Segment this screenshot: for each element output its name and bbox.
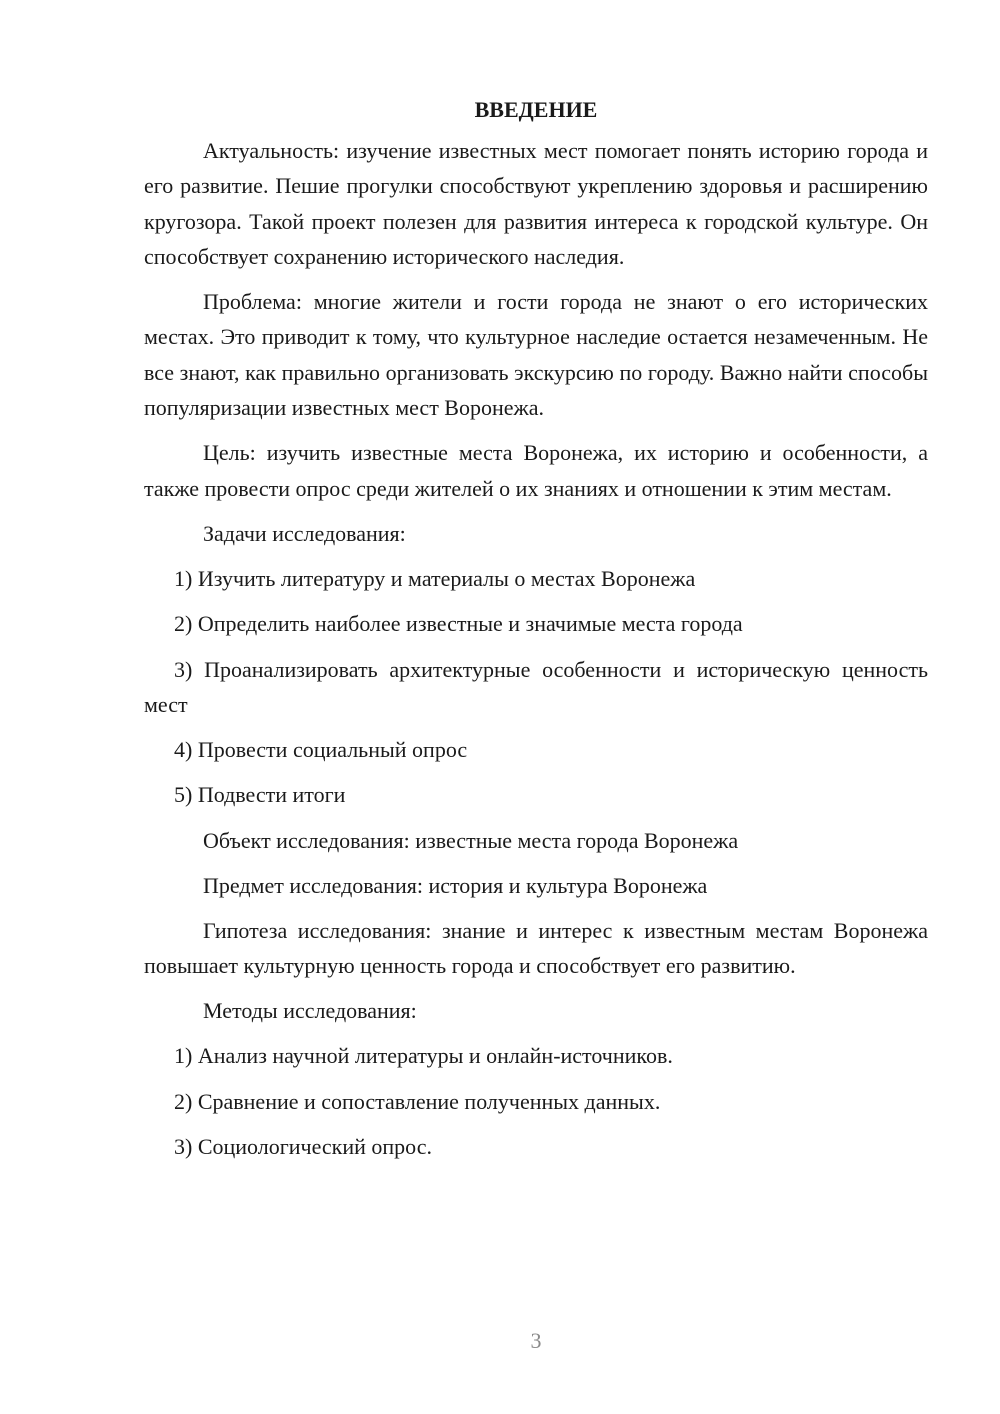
problem-paragraph: Проблема: многие жители и гости города не знают о его исторических местах. Это приводит к тому, что культурное наследие остается незамеченным. Не все знают, как правильно организовать экскурсию по городу. Важно найти способы популяризации известных мест Воронежа.	[144, 289, 928, 421]
task-item: 5) Подвести итоги	[174, 782, 346, 808]
method-item: 2) Сравнение и сопоставление полученных данных.	[174, 1088, 661, 1114]
task-item: 3) Проанализировать архитектурные особенности и историческую ценность мест	[144, 656, 928, 717]
research-object: Объект исследования: известные места города Воронежа	[203, 827, 739, 853]
document-page	[144, 92, 928, 1174]
hypothesis-paragraph: Гипотеза исследования: знание и интерес к известным местам Воронежа повышает культурную ценность города и способствует его развитию.	[144, 917, 928, 979]
page-title: ВВЕДЕНИЕ	[474, 97, 598, 122]
task-item: 2) Определить наиболее известные и значимые места города	[174, 611, 743, 637]
research-subject: Предмет исследования: история и культура Воронежа	[203, 872, 708, 898]
method-item: 3) Социологический опрос.	[174, 1133, 432, 1159]
method-item: 1) Анализ научной литературы и онлайн-источников.	[174, 1043, 673, 1069]
goal-paragraph: Цель: изучить известные места Воронежа, их историю и особенности, а также провести опрос среди жителей о их знаниях и отношении к этим местам.	[144, 440, 928, 501]
methods-heading: Методы исследования:	[203, 998, 417, 1024]
task-item: 4) Провести социальный опрос	[174, 737, 468, 763]
relevance-paragraph: Актуальность: изучение известных мест помогает понять историю города и его развитие. Пешие прогулки способствуют укреплению здоровья и расширению кругозора. Такой проект полезен для развития интереса к городской культуре. Он способствует сохранению исторического наследия.	[144, 138, 928, 269]
tasks-heading: Задачи исследования:	[203, 520, 406, 546]
task-item: 1) Изучить литературу и материалы о местах Воронежа	[174, 565, 696, 591]
page-number: 3	[530, 1328, 542, 1353]
